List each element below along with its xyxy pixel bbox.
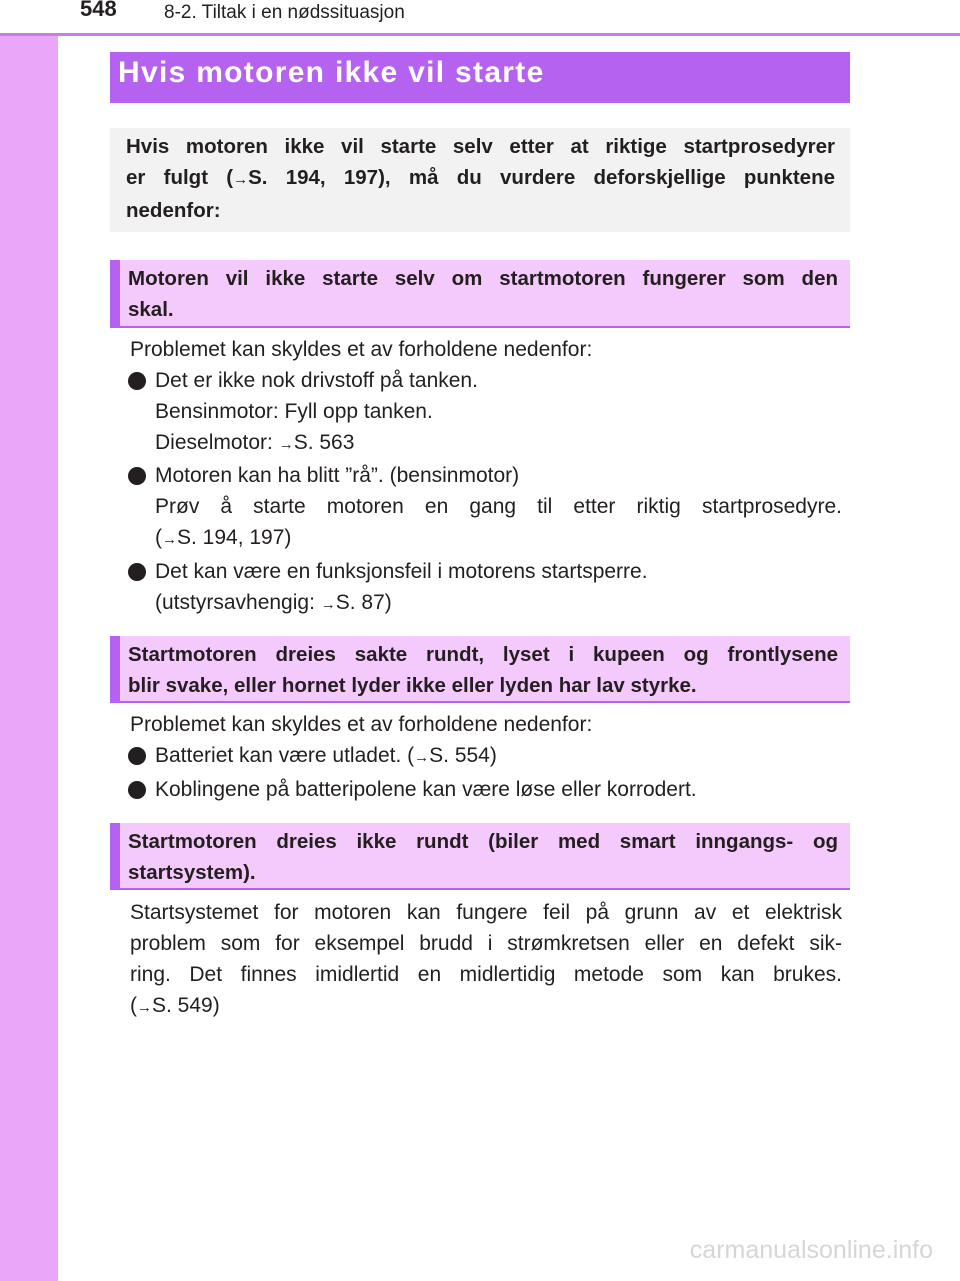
header-band <box>0 0 960 33</box>
intro-box <box>110 128 850 232</box>
list-item-detail: (→S. 194, 197) <box>155 526 292 549</box>
subsection-heading-1 <box>110 260 850 328</box>
list-item: Det er ikke nok drivstoff på tanken. <box>155 369 478 392</box>
page-reference: S. 554) <box>429 744 497 767</box>
arrow-icon: → <box>320 596 336 613</box>
watermark: carmanualsonline.info <box>689 1236 933 1264</box>
bullet-icon <box>128 781 146 799</box>
list-item-detail: Dieselmotor: →S. 563 <box>155 431 355 454</box>
intro-line: Hvis motoren ikke vil starte selv etter at riktige startprosedyrer <box>126 135 835 158</box>
bullet-icon <box>128 372 146 390</box>
heading-line: blir svake, eller hornet lyder ikke eller lyden har lav styrke. <box>128 674 697 697</box>
paragraph-line: ring. Det finnes imidlertid en midlertidig metode som kan brukes. <box>130 963 842 986</box>
header-rule <box>0 33 960 36</box>
arrow-icon: → <box>278 436 294 453</box>
intro-line: nedenfor: <box>126 199 221 222</box>
subsection-heading-2 <box>110 636 850 703</box>
section-title-bar <box>110 52 850 103</box>
list-item: Motoren kan ha blitt ”rå”. (bensinmotor) <box>155 464 520 487</box>
paragraph-line: (→S. 549) <box>130 994 220 1017</box>
list-item-detail: (utstyrsavhengig: →S. 87) <box>155 591 392 614</box>
heading-line: startsystem). <box>128 861 256 884</box>
bullet-icon <box>128 467 146 485</box>
list-item: Batteriet kan være utladet. (→S. 554) <box>155 744 497 767</box>
paragraph-line: Startsystemet for motoren kan fungere feil på grunn av et elektrisk <box>130 901 842 924</box>
lead-text: Problemet kan skyldes et av forholdene nedenfor: <box>130 713 593 736</box>
intro-line: er fulgt (→S. 194, 197), må du vurdere deforskjellige punktene <box>126 166 835 189</box>
list-item: Det kan være en funksjonsfeil i motorens startsperre. <box>155 560 648 583</box>
page-number: 548 <box>80 0 117 21</box>
page-reference: S. 563 <box>293 431 355 454</box>
arrow-icon: → <box>414 749 430 766</box>
heading-line: skal. <box>128 298 174 321</box>
bullet-icon <box>128 747 146 765</box>
arrow-icon: → <box>162 531 177 548</box>
list-item-detail: Prøv å starte motoren en gang til etter riktig startprosedyre. <box>155 495 842 518</box>
page-reference: S. 194, 197) <box>177 526 292 549</box>
arrow-icon: → <box>137 999 152 1016</box>
paragraph-line: problem som for eksempel brudd i strømkretsen eller en defekt sik- <box>130 932 842 955</box>
list-item: Koblingene på batteripolene kan være løse eller korrodert. <box>155 778 697 801</box>
subsection-heading-3 <box>110 823 850 890</box>
margin-band <box>0 0 58 1281</box>
page-reference: S. 549) <box>152 994 220 1017</box>
lead-text: Problemet kan skyldes et av forholdene nedenfor: <box>130 338 593 361</box>
heading-line: Startmotoren dreies ikke rundt (biler med smart inngangs- og <box>128 830 838 853</box>
arrow-icon: → <box>233 171 249 188</box>
page-title: Hvis motoren ikke vil starte <box>118 56 545 89</box>
paragraph <box>130 897 842 1023</box>
page-reference: S. 87) <box>335 591 392 614</box>
heading-line: Motoren vil ikke starte selv om startmotoren fungerer som den <box>128 267 838 290</box>
heading-line: Startmotoren dreies sakte rundt, lyset i kupeen og frontlysene <box>128 643 838 666</box>
bullet-icon <box>128 563 146 581</box>
chapter-title: 8-2. Tiltak i en nødssituasjon <box>164 2 405 23</box>
list-item-detail: Bensinmotor: Fyll opp tanken. <box>155 400 433 423</box>
